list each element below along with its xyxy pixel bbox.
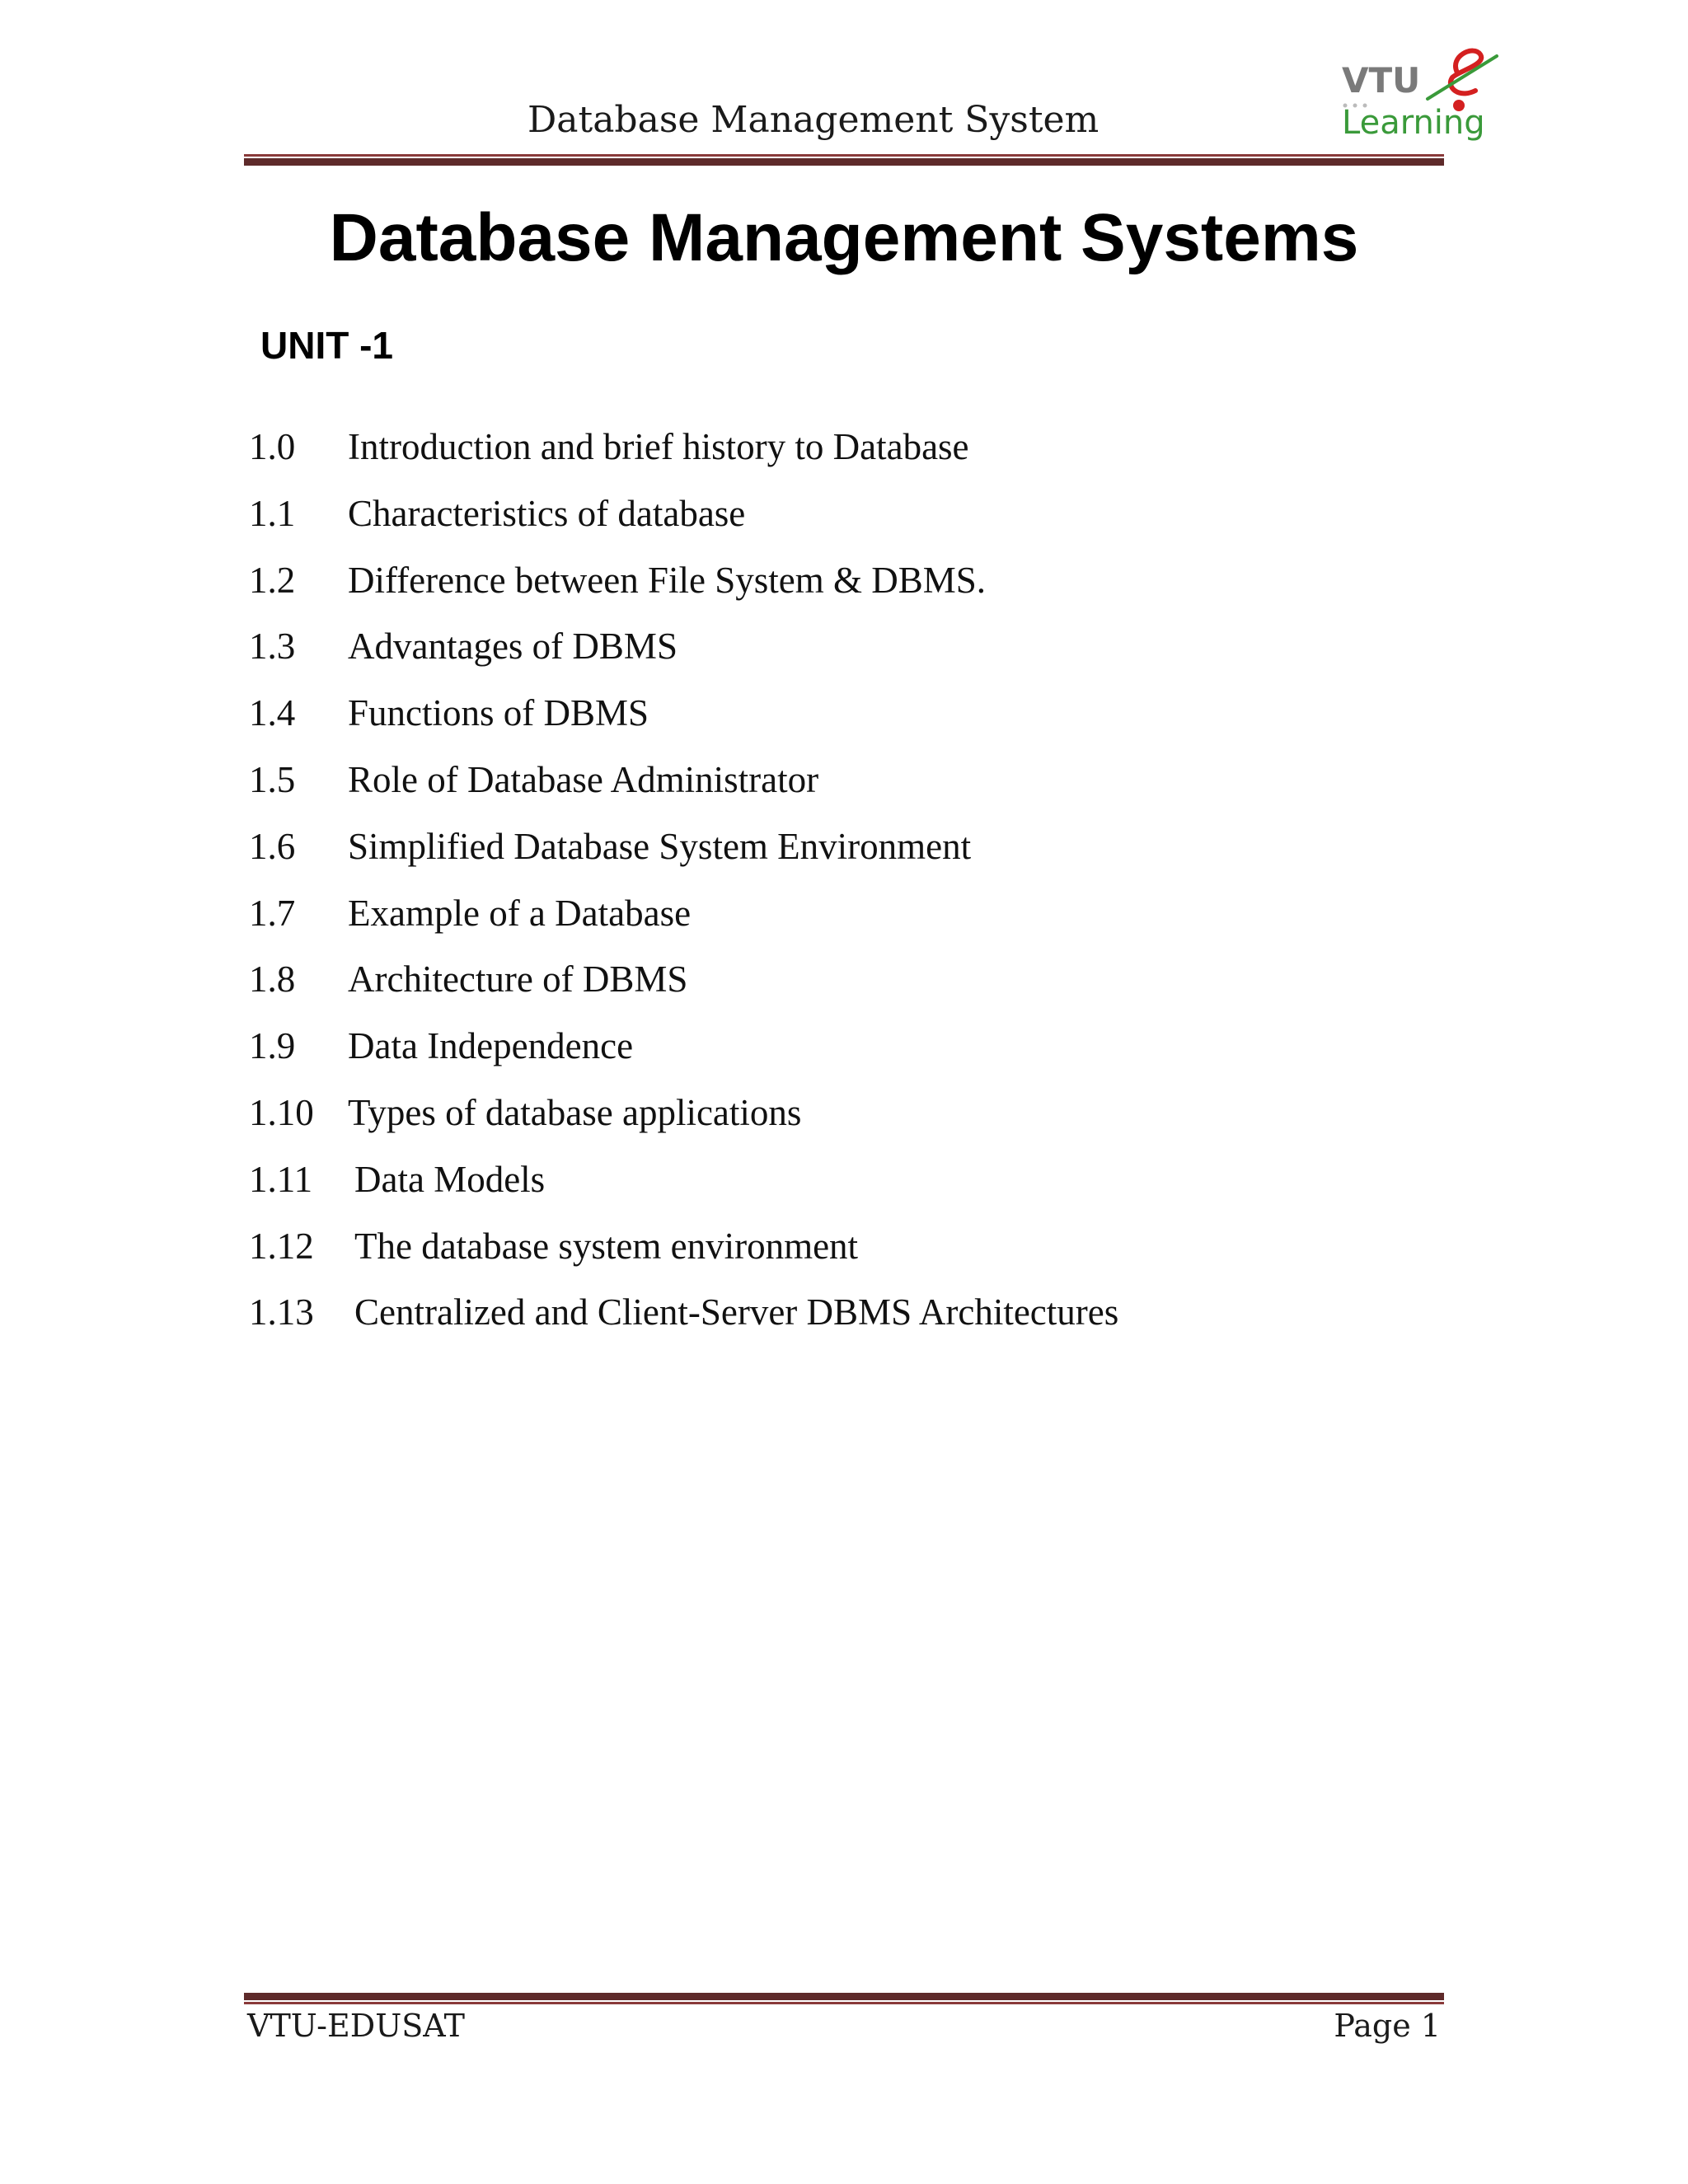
toc-item-title: Simplified Database System Environment (348, 825, 972, 867)
toc-item-number: 1.3 (249, 626, 296, 668)
toc-item (249, 953, 1444, 1019)
toc-item-title: Centralized and Client-Server DBMS Architectures (354, 1291, 1119, 1333)
page-number: Page 1 (1334, 2008, 1441, 2044)
toc-item (249, 1086, 1444, 1153)
toc-item (249, 620, 1444, 687)
toc-item-title: Advantages of DBMS (348, 626, 678, 668)
toc-item (249, 554, 1444, 621)
toc-item (249, 420, 1444, 487)
toc-item (249, 887, 1444, 954)
toc-item-title: Example of a Database (348, 892, 692, 934)
toc-item (249, 753, 1444, 820)
toc-item-number: 1.2 (249, 559, 296, 601)
toc-item (249, 1220, 1444, 1286)
vtu-e-learning-logo-icon (1335, 41, 1508, 148)
toc-item-number: 1.4 (249, 692, 296, 734)
toc-item-number: 1.0 (249, 426, 296, 467)
toc-item-number: 1.6 (249, 825, 296, 867)
toc-item-number: 1.10 (249, 1091, 314, 1133)
toc-item-title: Architecture of DBMS (348, 958, 688, 1001)
toc-item-number: 1.7 (249, 892, 296, 934)
toc-item-title: Functions of DBMS (348, 692, 649, 734)
toc-item (249, 1153, 1444, 1220)
table-of-contents (249, 420, 1444, 1352)
toc-item-number: 1.12 (249, 1225, 314, 1267)
toc-item (249, 1286, 1444, 1352)
toc-item (249, 487, 1444, 554)
header-rule-thin (244, 154, 1444, 157)
toc-item-title: Data Models (354, 1158, 546, 1200)
toc-item-title: Role of Database Administrator (348, 758, 819, 800)
logo-text-vtu: VTU (1342, 60, 1421, 101)
footer-source: VTU-EDUSAT (247, 2008, 465, 2044)
footer-rule-thick (244, 1993, 1444, 2000)
toc-item-number: 1.5 (249, 758, 296, 800)
toc-item-title: Characteristics of database (348, 492, 746, 534)
logo-text-learning: Learning (1342, 104, 1485, 142)
toc-item (249, 820, 1444, 887)
toc-item-number: 1.13 (249, 1291, 314, 1333)
footer-rule-thin (244, 2002, 1444, 2004)
toc-item (249, 687, 1444, 753)
toc-item-number: 1.8 (249, 958, 296, 1001)
unit-heading: UNIT -1 (260, 324, 393, 367)
toc-item-title: The database system environment (354, 1225, 859, 1267)
document-title: Database Management Systems (329, 200, 1359, 275)
running-header-title: Database Management System (528, 99, 1100, 141)
toc-item-number: 1.1 (249, 492, 296, 534)
toc-item-number: 1.9 (249, 1025, 296, 1067)
toc-item-number: 1.11 (249, 1158, 313, 1200)
toc-item-title: Data Independence (348, 1025, 634, 1067)
toc-item (249, 1019, 1444, 1086)
toc-item-title: Difference between File System & DBMS. (348, 559, 987, 601)
toc-item-title: Introduction and brief history to Database (348, 426, 969, 467)
toc-item-title: Types of database applications (348, 1091, 802, 1133)
header-rule-thick (244, 158, 1444, 166)
